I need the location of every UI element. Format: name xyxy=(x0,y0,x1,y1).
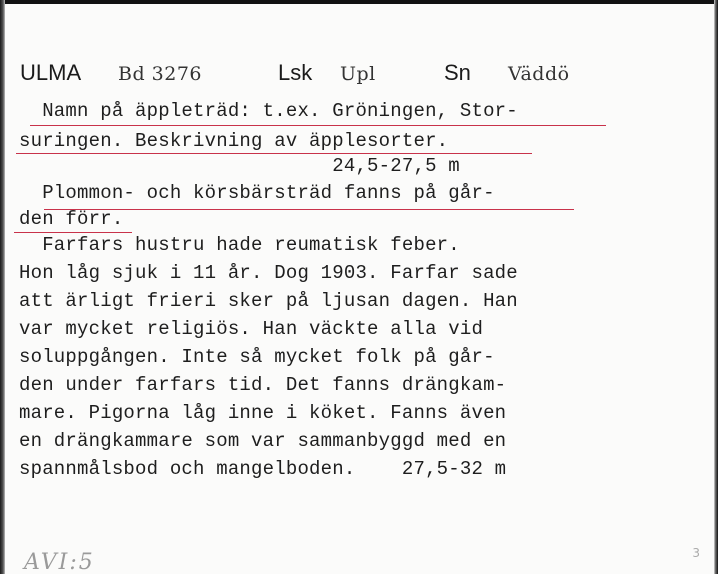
socken-value: Väddö xyxy=(508,63,570,85)
text-line-8: att ärligt frieri sker på ljusan dagen. Han xyxy=(19,290,518,312)
card-top-edge xyxy=(0,0,718,4)
text-line-6: Farfars hustru hade reumatisk feber. xyxy=(19,234,460,256)
card-header xyxy=(20,60,700,90)
text-line-14: spannmålsbod och mangelboden. 27,5-32 m xyxy=(19,458,507,480)
text-line-11: den under farfars tid. Det fanns drängkam- xyxy=(19,374,507,396)
text-line-4: Plommon- och körsbärsträd fanns på går- xyxy=(19,182,495,204)
text-line-5: den förr. xyxy=(19,208,124,230)
card-left-edge xyxy=(0,0,5,574)
text-line-9: var mycket religiös. Han väckte alla vid xyxy=(19,318,484,340)
text-line-13: en drängkammare som var sammanbyggd med en xyxy=(19,430,507,452)
corner-mark: 3 xyxy=(692,546,700,560)
underline-3 xyxy=(44,209,574,210)
text-line-7: Hon låg sjuk i 11 år. Dog 1903. Farfar sade xyxy=(19,262,518,284)
socken-label: Sn xyxy=(444,60,471,85)
card-right-edge xyxy=(714,0,718,574)
text-line-3: 24,5-27,5 m xyxy=(19,155,460,177)
text-line-2: suringen. Beskrivning av äpplesorter. xyxy=(19,130,449,152)
underline-2 xyxy=(16,153,532,154)
landskap-value: Upl xyxy=(340,63,376,85)
archive-name: ULMA xyxy=(20,60,82,85)
text-line-12: mare. Pigorna låg inne i köket. Fanns även xyxy=(19,402,507,424)
text-line-1: Namn på äppleträd: t.ex. Gröningen, Stor- xyxy=(19,100,518,122)
text-line-10: soluppgången. Inte så mycket folk på går- xyxy=(19,346,495,368)
landskap-label: Lsk xyxy=(278,60,313,85)
underline-1 xyxy=(30,125,606,126)
underline-4 xyxy=(14,232,132,233)
record-ref: Bd 3276 xyxy=(118,63,203,85)
archive-stamp: AVI:5 xyxy=(24,550,95,574)
